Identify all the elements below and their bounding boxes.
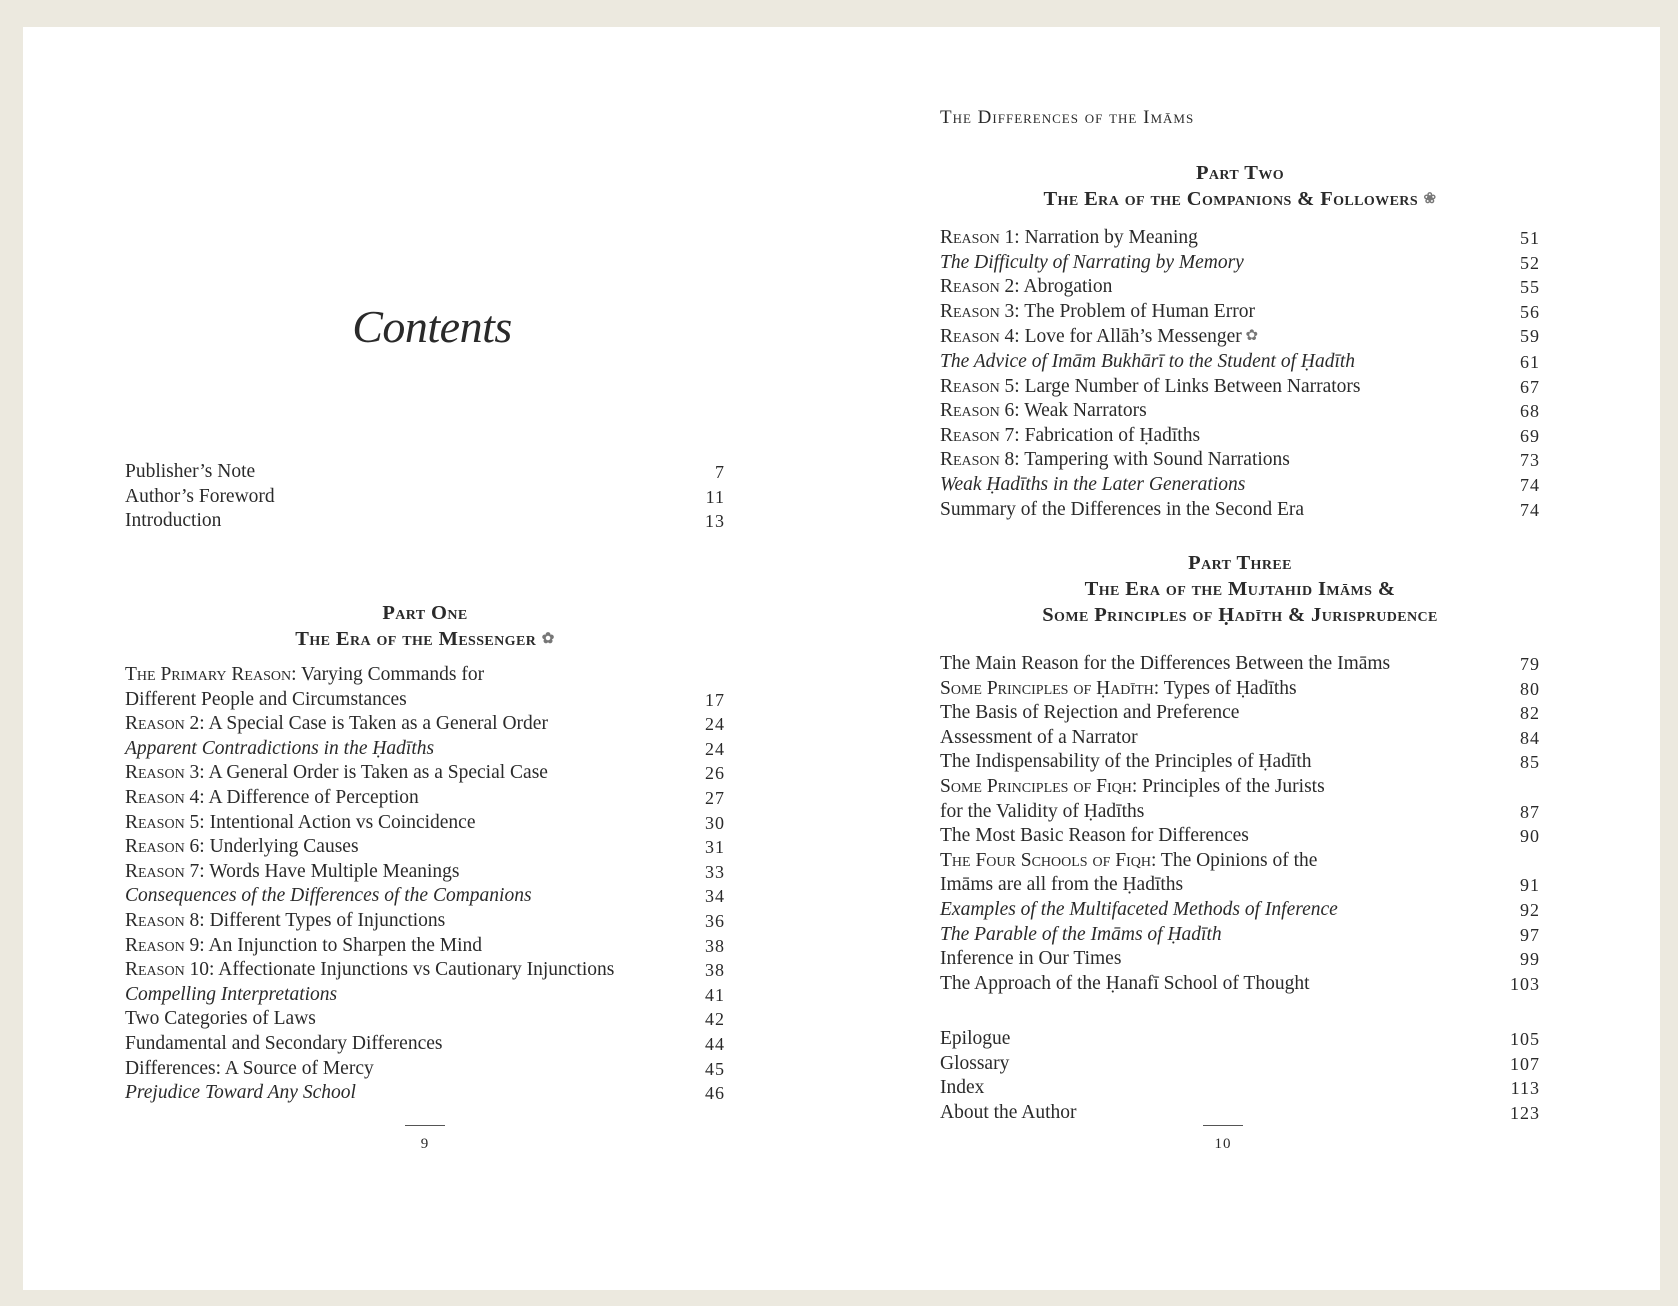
part-three-subtitle-1: The Era of the Mujtahid Imāms &: [1084, 578, 1396, 600]
toc-entry-page: 87: [1520, 801, 1540, 822]
toc-entry-page: 46: [705, 1083, 725, 1104]
toc-entry-text: Fabrication of Ḥadīths: [1024, 424, 1201, 446]
toc-entry: [125, 786, 725, 811]
toc-entry-text: Tampering with Sound Narrations: [1024, 449, 1290, 471]
toc-entry-text: Two Categories of Laws: [125, 1008, 316, 1030]
toc-entry-title: [940, 473, 1510, 498]
toc-entry: [125, 835, 725, 860]
toc-entry-text: Differences: A Source of Mercy: [125, 1057, 374, 1079]
toc-entry-title: [125, 712, 695, 737]
toc-entry-text: Index: [940, 1077, 985, 1099]
toc-entry-label: Reason 4:: [940, 326, 1020, 348]
toc-entry-title: [940, 1052, 1510, 1077]
toc-entry-title: [940, 399, 1510, 424]
toc-entry-page: 7: [715, 462, 725, 482]
page-number-left: [395, 1125, 455, 1153]
toc-entry-text: Imāms are all from the Ḥadīths: [940, 874, 1184, 896]
toc-entry-text: Weak Ḥadīths in the Later Generations: [940, 473, 1246, 495]
toc-entry-title: [125, 737, 695, 762]
toc-entry-text: Publisher’s Note: [125, 461, 256, 482]
toc-entry: [125, 509, 725, 534]
toc-entry-text: The Problem of Human Error: [1024, 300, 1255, 322]
toc-entry-text: A Difference of Perception: [208, 786, 419, 808]
toc-entry-page: 68: [1520, 401, 1540, 422]
toc-entry: [940, 448, 1540, 473]
front-matter-list: [125, 460, 725, 534]
toc-entry-title: [940, 701, 1510, 726]
toc-entry-title: [940, 873, 1510, 898]
toc-entry-text: The Advice of Imām Bukhārī to the Student of Ḥadīth: [940, 350, 1356, 372]
toc-entry-page: 84: [1520, 727, 1540, 748]
toc-entry-text: Assessment of a Narrator: [940, 726, 1138, 748]
running-head: The Differences of the Imāms: [940, 107, 1195, 128]
part-two-heading: [940, 160, 1540, 212]
toc-entry-title: [940, 923, 1510, 948]
toc-entry-page: 69: [1520, 425, 1540, 446]
toc-entry-title: [940, 498, 1510, 523]
toc-entry-title: [125, 786, 695, 811]
toc-entry: [940, 300, 1540, 325]
toc-entry-page: 91: [1520, 875, 1540, 896]
toc-entry-text: Principles of the Jurists: [1142, 775, 1325, 797]
toc-entry-title: [125, 485, 695, 510]
toc-entry-title: [125, 1057, 695, 1082]
toc-entry-page: 82: [1520, 703, 1540, 724]
toc-entry-page: 80: [1520, 678, 1540, 699]
toc-entry-page: [695, 663, 725, 688]
toc-entry-text: The Difficulty of Narrating by Memory: [940, 251, 1244, 273]
toc-entry-text: A Special Case is Taken as a General Order: [208, 713, 548, 735]
toc-entry-text: Inference in Our Times: [940, 948, 1122, 970]
toc-entry: [940, 424, 1540, 449]
toc-entry-label: Reason 6:: [940, 400, 1020, 422]
toc-entry-text: Love for Allāh’s Messenger: [1024, 326, 1242, 348]
toc-entry-title: [940, 1076, 1510, 1101]
toc-entry-title: [940, 849, 1510, 874]
toc-entry-text: Weak Narrators: [1024, 400, 1147, 422]
toc-entry-text: Words Have Multiple Meanings: [209, 860, 460, 882]
toc-entry-text: Intentional Action vs Coincidence: [209, 811, 476, 833]
toc-entry-page: 74: [1520, 474, 1540, 495]
toc-entry: [125, 485, 725, 510]
toc-entry-title: [940, 424, 1510, 449]
toc-entry-text: The Most Basic Reason for Differences: [940, 825, 1249, 847]
part-three-title: Part Three: [1188, 552, 1292, 574]
toc-entry-label: Reason 6:: [125, 836, 205, 858]
toc-entry-page: 24: [705, 714, 725, 735]
toc-entry: [125, 737, 725, 762]
toc-entry-page: 38: [705, 935, 725, 956]
toc-entry-title: [125, 811, 695, 836]
toc-entry-title: [125, 1081, 695, 1106]
toc-entry-label: Some Principles of Ḥadīth:: [940, 677, 1160, 699]
toc-entry-label: Reason 3:: [125, 762, 205, 784]
toc-entry-title: [125, 835, 695, 860]
toc-entry-page: 38: [705, 960, 725, 981]
toc-entry-label: Reason 1:: [940, 227, 1020, 248]
toc-entry-title: [125, 460, 695, 485]
toc-entry-text: The Parable of the Imāms of Ḥadīth: [940, 923, 1222, 945]
back-matter-list: [940, 1027, 1540, 1125]
toc-entry-text: Large Number of Links Between Narrators: [1024, 375, 1361, 397]
toc-entry-page: 11: [705, 486, 725, 507]
toc-entry-page: 33: [705, 861, 725, 882]
toc-entry-title: [125, 958, 695, 983]
toc-entry: [940, 701, 1540, 726]
toc-entry-page: 31: [705, 837, 725, 858]
salawat-icon: ✿: [1241, 328, 1259, 345]
toc-entry-title: [125, 909, 695, 934]
toc-entry-page: 103: [1510, 973, 1540, 994]
toc-entry-title: [940, 726, 1510, 751]
toc-entry-title: [940, 677, 1510, 702]
toc-entry: [940, 473, 1540, 498]
toc-entry: [125, 811, 725, 836]
toc-entry-title: [125, 688, 695, 713]
toc-entry-page: 52: [1520, 252, 1540, 273]
toc-entry: [940, 677, 1540, 702]
toc-entry-page: 90: [1520, 826, 1540, 847]
toc-entry-text: Varying Commands for: [301, 664, 485, 685]
toc-entry-title: [940, 1027, 1510, 1052]
toc-entry-title: [940, 972, 1510, 997]
toc-entry-title: [940, 251, 1510, 276]
toc-entry: [125, 663, 725, 688]
toc-entry-page: 113: [1510, 1078, 1540, 1099]
toc-entry-page: 13: [705, 511, 725, 532]
toc-entry: [125, 934, 725, 959]
toc-entry: [940, 350, 1540, 375]
toc-entry-text: Affectionate Injunctions vs Cautionary Injunctions: [218, 959, 615, 981]
toc-entry-text: Glossary: [940, 1052, 1010, 1074]
toc-entry-title: [940, 652, 1510, 677]
toc-entry-label: Reason 7:: [940, 424, 1020, 446]
toc-entry-text: Author’s Foreword: [125, 485, 275, 507]
toc-entry-page: 17: [705, 689, 725, 710]
toc-entry-page: 97: [1520, 924, 1540, 945]
toc-entry-text: Narration by Meaning: [1024, 227, 1198, 248]
toc-entry-text: About the Author: [940, 1101, 1077, 1123]
toc-entry-title: [125, 983, 695, 1008]
toc-entry-page: 26: [705, 763, 725, 784]
toc-entry-page: 45: [705, 1058, 725, 1079]
toc-entry: [940, 226, 1540, 251]
toc-entry-label: Reason 3:: [940, 300, 1020, 322]
toc-entry-label: Some Principles of Fiqh:: [940, 775, 1138, 797]
toc-entry: [940, 1027, 1540, 1052]
radiallahu-icon: ❀: [1423, 191, 1437, 207]
toc-entry-page: 27: [705, 787, 725, 808]
toc-entry-label: Reason 5:: [125, 811, 205, 833]
page-number-right: [1193, 1125, 1253, 1153]
toc-entry-text: Fundamental and Secondary Differences: [125, 1032, 443, 1054]
toc-entry-page: 30: [705, 812, 725, 833]
toc-entry: [940, 324, 1540, 350]
toc-entry: [125, 958, 725, 983]
toc-entry-page: 67: [1520, 376, 1540, 397]
toc-entry-page: 61: [1520, 351, 1540, 372]
toc-entry-text: An Injunction to Sharpen the Mind: [208, 934, 483, 956]
toc-entry-page: 74: [1520, 499, 1540, 520]
toc-entry-text: The Opinions of the: [1160, 849, 1318, 871]
toc-entry: [940, 873, 1540, 898]
toc-entry-label: Reason 7:: [125, 860, 205, 882]
toc-entry-title: [940, 275, 1510, 300]
part-one-heading: [110, 600, 740, 652]
toc-entry-text: Epilogue: [940, 1028, 1011, 1049]
toc-entry-title: [940, 375, 1510, 400]
toc-entry-text: Underlying Causes: [209, 836, 359, 858]
toc-entry: [940, 775, 1540, 800]
toc-entry: [940, 275, 1540, 300]
toc-entry: [940, 898, 1540, 923]
part-two-subtitle: The Era of the Companions & Followers: [1043, 188, 1418, 210]
toc-entry-title: [940, 824, 1510, 849]
toc-entry: [125, 688, 725, 713]
toc-entry-title: [125, 663, 695, 688]
toc-entry-text: Different Types of Injunctions: [209, 909, 446, 931]
part-three-heading: [940, 550, 1540, 628]
toc-entry-title: [940, 800, 1510, 825]
toc-entry-text: Abrogation: [1023, 276, 1113, 298]
toc-entry: [125, 983, 725, 1008]
toc-entry: [125, 1032, 725, 1057]
toc-entry-label: The Primary Reason:: [125, 664, 297, 685]
toc-entry-title: [940, 324, 1510, 350]
toc-entry-title: [940, 300, 1510, 325]
toc-entry-title: [940, 350, 1510, 375]
toc-entry-text: Introduction: [125, 510, 222, 532]
toc-entry-title: [940, 898, 1510, 923]
toc-entry-page: 56: [1520, 301, 1540, 322]
toc-entry: [125, 909, 725, 934]
part-one-title: Part One: [382, 602, 468, 624]
toc-entry-page: 79: [1520, 654, 1540, 674]
part-one-list: [125, 663, 725, 1106]
part-three-subtitle-2: Some Principles of Ḥadīth & Jurisprudence: [1042, 604, 1438, 626]
toc-entry-page: 24: [705, 738, 725, 759]
part-two-title: Part Two: [1195, 162, 1285, 184]
toc-entry: [940, 498, 1540, 523]
toc-entry-page: 73: [1520, 450, 1540, 471]
part-one-subtitle: The Era of the Messenger: [295, 628, 537, 650]
toc-entry-page: [1510, 775, 1540, 800]
toc-entry-text: Different People and Circumstances: [125, 688, 407, 710]
toc-entry-label: Reason 2:: [940, 276, 1020, 298]
toc-entry-label: Reason 8:: [940, 449, 1020, 471]
toc-entry-title: [125, 934, 695, 959]
toc-entry-title: [125, 884, 695, 909]
toc-entry-page: 51: [1520, 228, 1540, 248]
toc-entry-label: Reason 10:: [125, 959, 215, 981]
toc-entry-page: [1510, 849, 1540, 874]
toc-entry-text: for the Validity of Ḥadīths: [940, 800, 1145, 822]
toc-entry: [940, 750, 1540, 775]
toc-entry-page: 123: [1510, 1102, 1540, 1123]
part-two-list: [940, 226, 1540, 522]
toc-entry-text: Apparent Contradictions in the Ḥadīths: [125, 737, 435, 759]
part-three-list: [940, 652, 1540, 996]
toc-entry: [940, 972, 1540, 997]
toc-entry: [940, 1052, 1540, 1077]
toc-entry-title: [125, 761, 695, 786]
toc-entry-title: [940, 226, 1510, 251]
toc-entry: [125, 761, 725, 786]
toc-entry-title: [125, 860, 695, 885]
toc-entry: [125, 1081, 725, 1106]
toc-entry-title: [125, 1007, 695, 1032]
toc-entry: [125, 712, 725, 737]
toc-entry-page: 59: [1520, 326, 1540, 347]
toc-entry: [125, 460, 725, 485]
toc-entry-label: Reason 9:: [125, 934, 205, 956]
toc-entry-title: [940, 750, 1510, 775]
toc-entry: [940, 726, 1540, 751]
toc-entry-text: A General Order is Taken as a Special Case: [208, 762, 548, 784]
toc-entry: [940, 1076, 1540, 1101]
toc-entry-title: [125, 509, 695, 534]
folio-rule: [405, 1125, 445, 1126]
toc-entry: [940, 652, 1540, 677]
toc-entry: [940, 375, 1540, 400]
toc-entry: [940, 824, 1540, 849]
toc-entry: [940, 251, 1540, 276]
folio-number: 10: [1214, 1136, 1232, 1152]
toc-entry: [125, 1007, 725, 1032]
toc-entry-text: The Approach of the Ḥanafī School of Thought: [940, 972, 1310, 994]
folio-number: 9: [420, 1136, 430, 1152]
toc-entry-text: Compelling Interpretations: [125, 983, 338, 1005]
toc-entry-page: 36: [705, 910, 725, 931]
toc-entry-label: Reason 4:: [125, 786, 205, 808]
toc-entry-text: Summary of the Differences in the Second Era: [940, 498, 1305, 520]
toc-entry-label: Reason 5:: [940, 375, 1020, 397]
toc-entry-page: 105: [1510, 1029, 1540, 1049]
toc-entry-label: The Four Schools of Fiqh:: [940, 849, 1157, 871]
toc-entry: [940, 800, 1540, 825]
toc-entry: [125, 1057, 725, 1082]
toc-entry-text: Examples of the Multifaceted Methods of Inference: [940, 898, 1338, 920]
toc-entry-page: 92: [1520, 899, 1540, 920]
toc-entry-text: Prejudice Toward Any School: [125, 1082, 356, 1104]
toc-entry-title: [940, 448, 1510, 473]
toc-entry-title: [940, 1101, 1510, 1126]
toc-entry-page: 85: [1520, 752, 1540, 773]
toc-entry-label: Reason 2:: [125, 713, 205, 735]
toc-entry-text: Consequences of the Differences of the Companions: [125, 885, 532, 907]
toc-entry-title: [940, 947, 1510, 972]
toc-entry-text: The Basis of Rejection and Preference: [940, 702, 1240, 724]
toc-entry-page: 34: [705, 886, 725, 907]
toc-entry-text: The Main Reason for the Differences Between the Imāms: [940, 653, 1391, 674]
toc-entry-page: 99: [1520, 949, 1540, 970]
toc-entry: [125, 884, 725, 909]
toc-entry-page: 44: [705, 1033, 725, 1054]
toc-entry: [940, 399, 1540, 424]
toc-entry: [940, 849, 1540, 874]
toc-entry: [940, 947, 1540, 972]
toc-entry-page: 42: [705, 1009, 725, 1030]
toc-entry-page: 107: [1510, 1053, 1540, 1074]
toc-entry: [940, 923, 1540, 948]
toc-entry-page: 41: [705, 984, 725, 1005]
toc-entry-label: Reason 8:: [125, 909, 205, 931]
contents-title: Contents: [352, 301, 512, 352]
toc-entry-text: Types of Ḥadīths: [1163, 677, 1297, 699]
salawat-icon: ✿: [541, 631, 555, 647]
toc-entry-text: The Indispensability of the Principles of Ḥadīth: [940, 751, 1312, 773]
folio-rule: [1203, 1125, 1243, 1126]
toc-entry: [940, 1101, 1540, 1126]
toc-entry-page: 55: [1520, 277, 1540, 298]
toc-entry-title: [940, 775, 1510, 800]
toc-entry: [125, 860, 725, 885]
toc-entry-title: [125, 1032, 695, 1057]
